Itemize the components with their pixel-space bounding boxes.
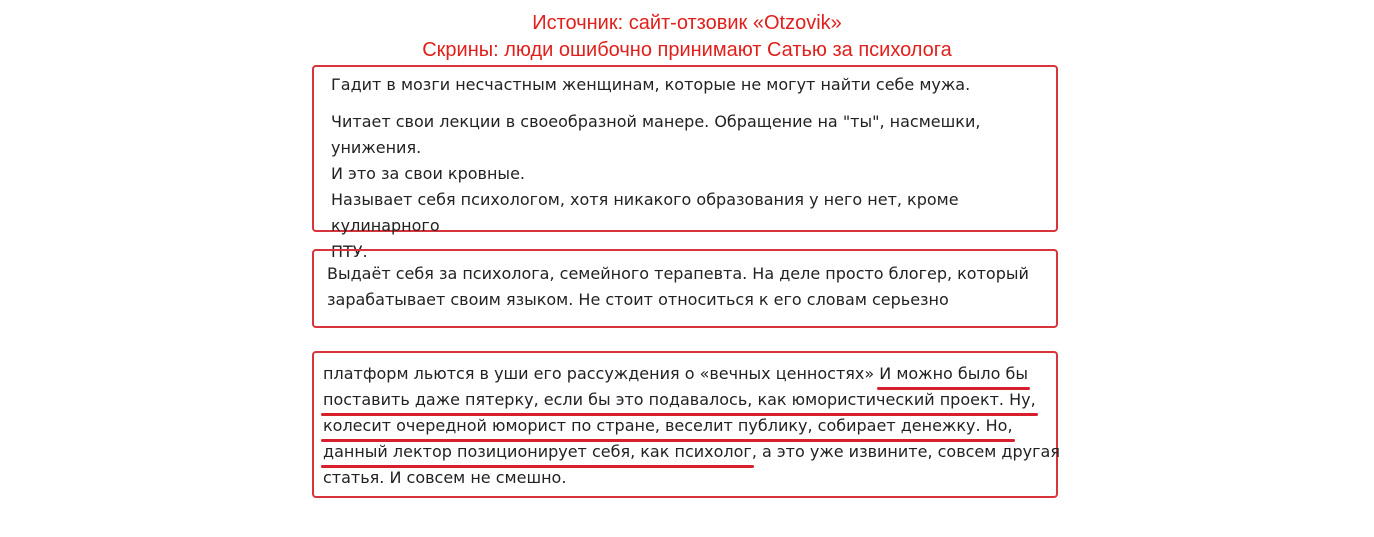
review-2-line-1: Выдаёт себя за психолога, семейного терапевта. На деле просто блогер, который bbox=[327, 264, 1029, 283]
paragraph-gap bbox=[331, 98, 1048, 109]
caption-source-line: Источник: сайт-отзовик «Otzovik» bbox=[532, 12, 842, 34]
underlined-text: И можно было бы bbox=[879, 361, 1028, 387]
review-3-line-2 bbox=[323, 387, 1050, 413]
review-3-line-5 bbox=[323, 465, 1050, 491]
review-3-text-plain: , а это уже извините, совсем другая bbox=[751, 442, 1060, 461]
review-box-3 bbox=[312, 351, 1058, 498]
review-box-1 bbox=[312, 65, 1058, 261]
source-caption bbox=[0, 10, 1374, 64]
review-2-line-2: зарабатывает своим языком. Не стоит относиться к его словам серьезно bbox=[327, 290, 949, 309]
review-1-line-4: ПТУ. bbox=[331, 242, 368, 261]
underlined-text: поставить даже пятерку, если бы это подавалось, как юмористический проект. Ну, bbox=[323, 387, 1036, 413]
review-3-line-1 bbox=[323, 361, 1050, 387]
underlined-text: колесит очередной юморист по стране, веселит публику, собирает денежку. Но, bbox=[323, 413, 1013, 439]
review-1-line-2: И это за свои кровные. bbox=[331, 164, 525, 183]
review-box-2 bbox=[312, 249, 1058, 328]
review-3-line-3 bbox=[323, 413, 1050, 439]
review-1-paragraph-1: Гадит в мозги несчастным женщинам, которые не могут найти себе мужа. bbox=[331, 75, 971, 94]
review-3-text-plain: статья. И совсем не смешно. bbox=[323, 468, 567, 487]
review-3-line-4 bbox=[323, 439, 1060, 465]
review-1-line-1: Читает свои лекции в своеобразной манере. Обращение на "ты", насмешки, унижения. bbox=[331, 112, 981, 157]
caption-screens-line: Скрины: люди ошибочно принимают Сатью за психолога bbox=[422, 39, 952, 61]
review-1-line-3: Называет себя психологом, хотя никакого образования у него нет, кроме кулинарного bbox=[331, 190, 959, 235]
review-3-text-plain: платформ льются в уши его рассуждения о «вечных ценностях» bbox=[323, 364, 880, 383]
underlined-text: данный лектор позиционирует себя, как психолог bbox=[323, 439, 752, 465]
